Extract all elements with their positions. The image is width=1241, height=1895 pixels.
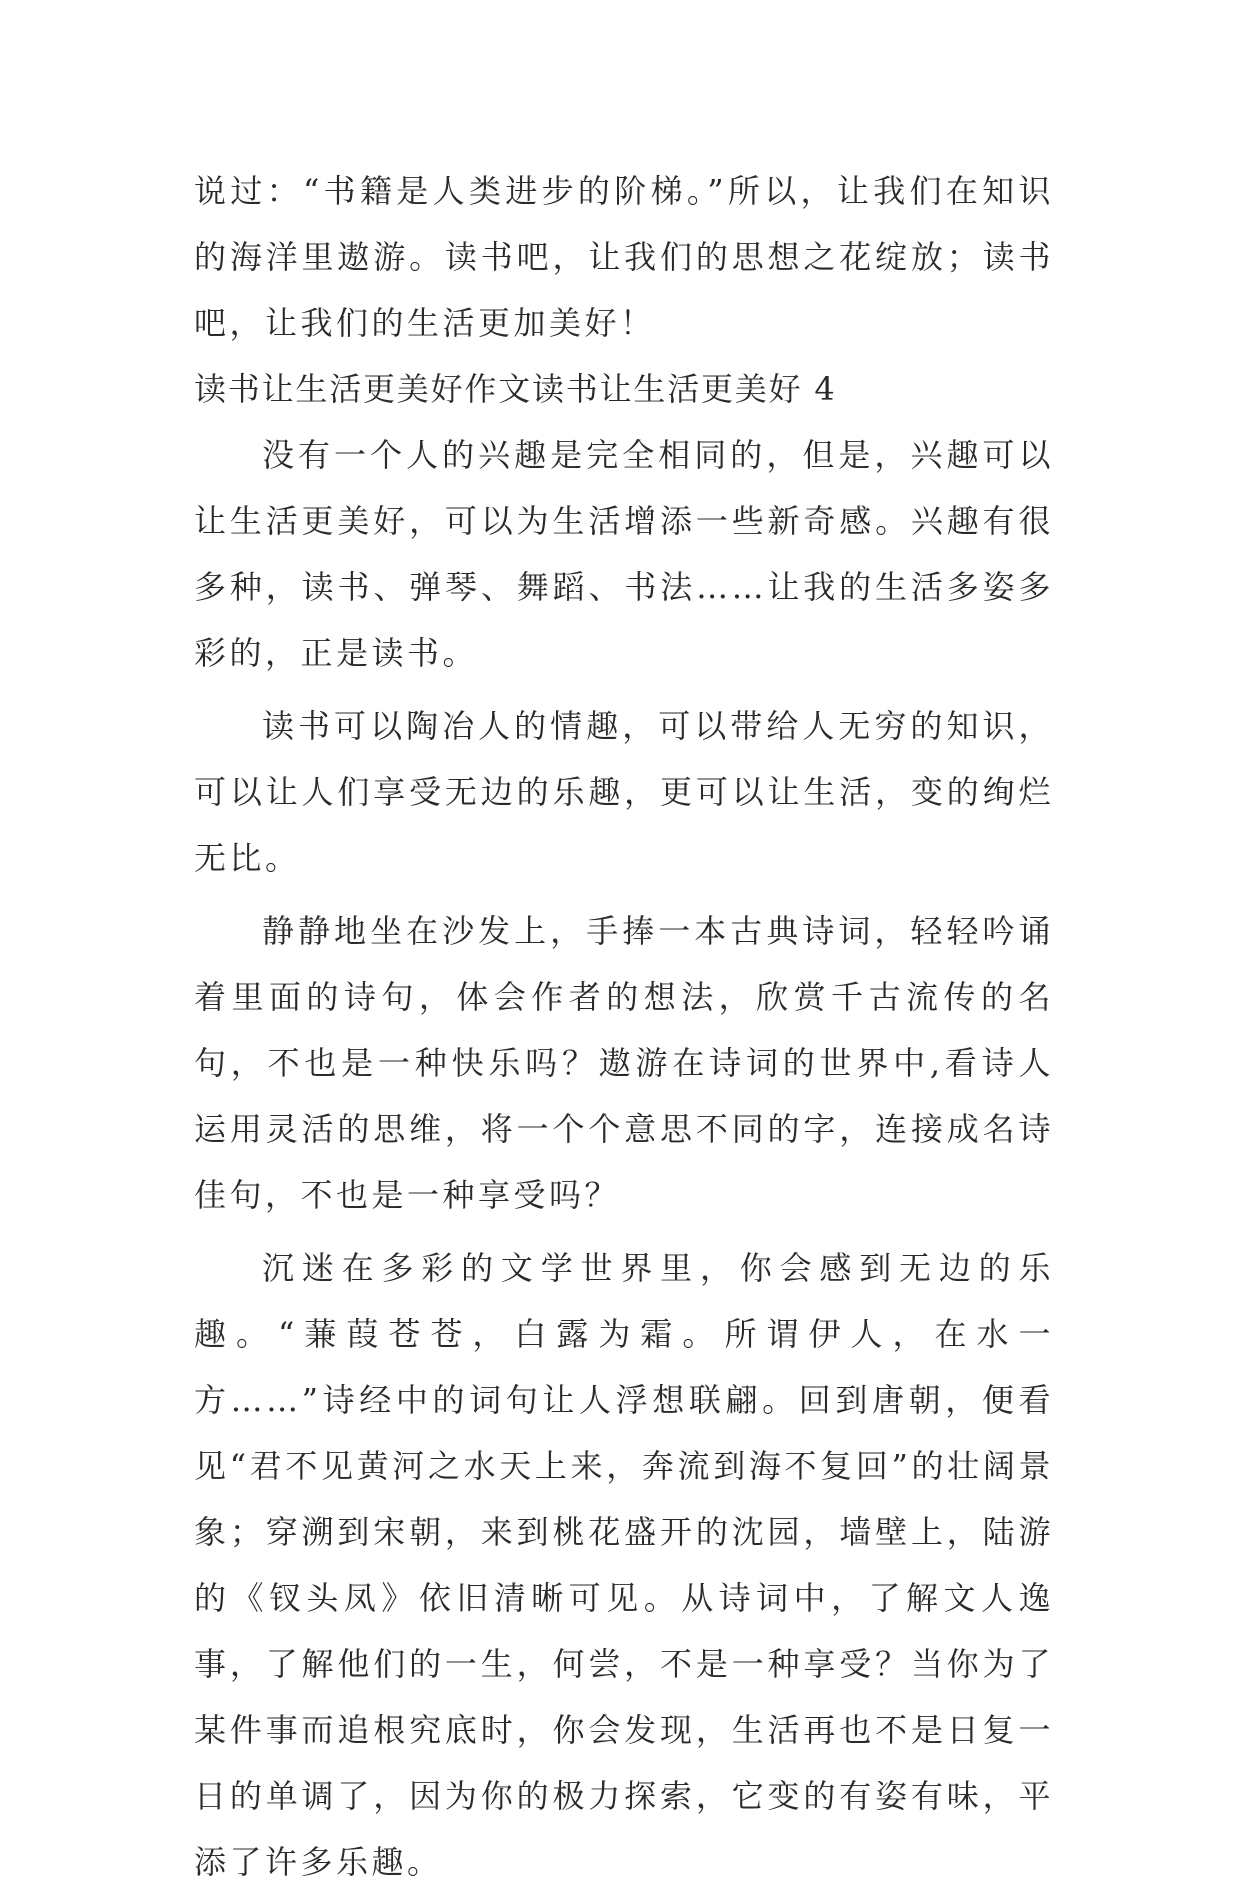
paragraph: 读书可以陶冶人的情趣，可以带给人无穷的知识，可以让人们享受无边的乐趣，更可以让生活，变的绚烂无比。 [194,707,1054,877]
document-body [194,158,1054,1895]
paragraph: 静静地坐在沙发上，手捧一本古典诗词，轻轻吟诵着里面的诗句，体会作者的想法，欣赏千古流传的名句，不也是一种快乐吗？遨游在诗词的世界中,看诗人运用灵活的思维，将一个个意思不同的字，连接成名诗佳句，不也是一种享受吗？ [194,912,1054,1214]
paragraph-continuation: 说过：“书籍是人类进步的阶梯。”所以，让我们在知识的海洋里遨游。读书吧，让我们的思想之花绽放；读书吧，让我们的生活更加美好！ [194,172,1054,342]
paragraph: 沉迷在多彩的文学世界里，你会感到无边的乐趣。“蒹葭苍苍，白露为霜。所谓伊人，在水一方……”诗经中的词句让人浮想联翩。回到唐朝，便看见“君不见黄河之水天上来，奔流到海不复回”的壮阔景象；穿溯到宋朝，来到桃花盛开的沈园，墙壁上，陆游的《钗头凤》依旧清晰可见。从诗词中，了解文人逸事，了解他们的一生，何尝，不是一种享受？当你为了某件事而追根究底时，你会发现，生活再也不是日复一日的单调了，因为你的极力探索，它变的有姿有味，平添了许多乐趣。 [194,1249,1054,1881]
section-heading: 读书让生活更美好作文读书让生活更美好 4 [194,370,837,408]
paragraph: 没有一个人的兴趣是完全相同的，但是，兴趣可以让生活更美好，可以为生活增添一些新奇感。兴趣有很多种，读书、弹琴、舞蹈、书法……让我的生活多姿多彩的，正是读书。 [194,436,1054,672]
